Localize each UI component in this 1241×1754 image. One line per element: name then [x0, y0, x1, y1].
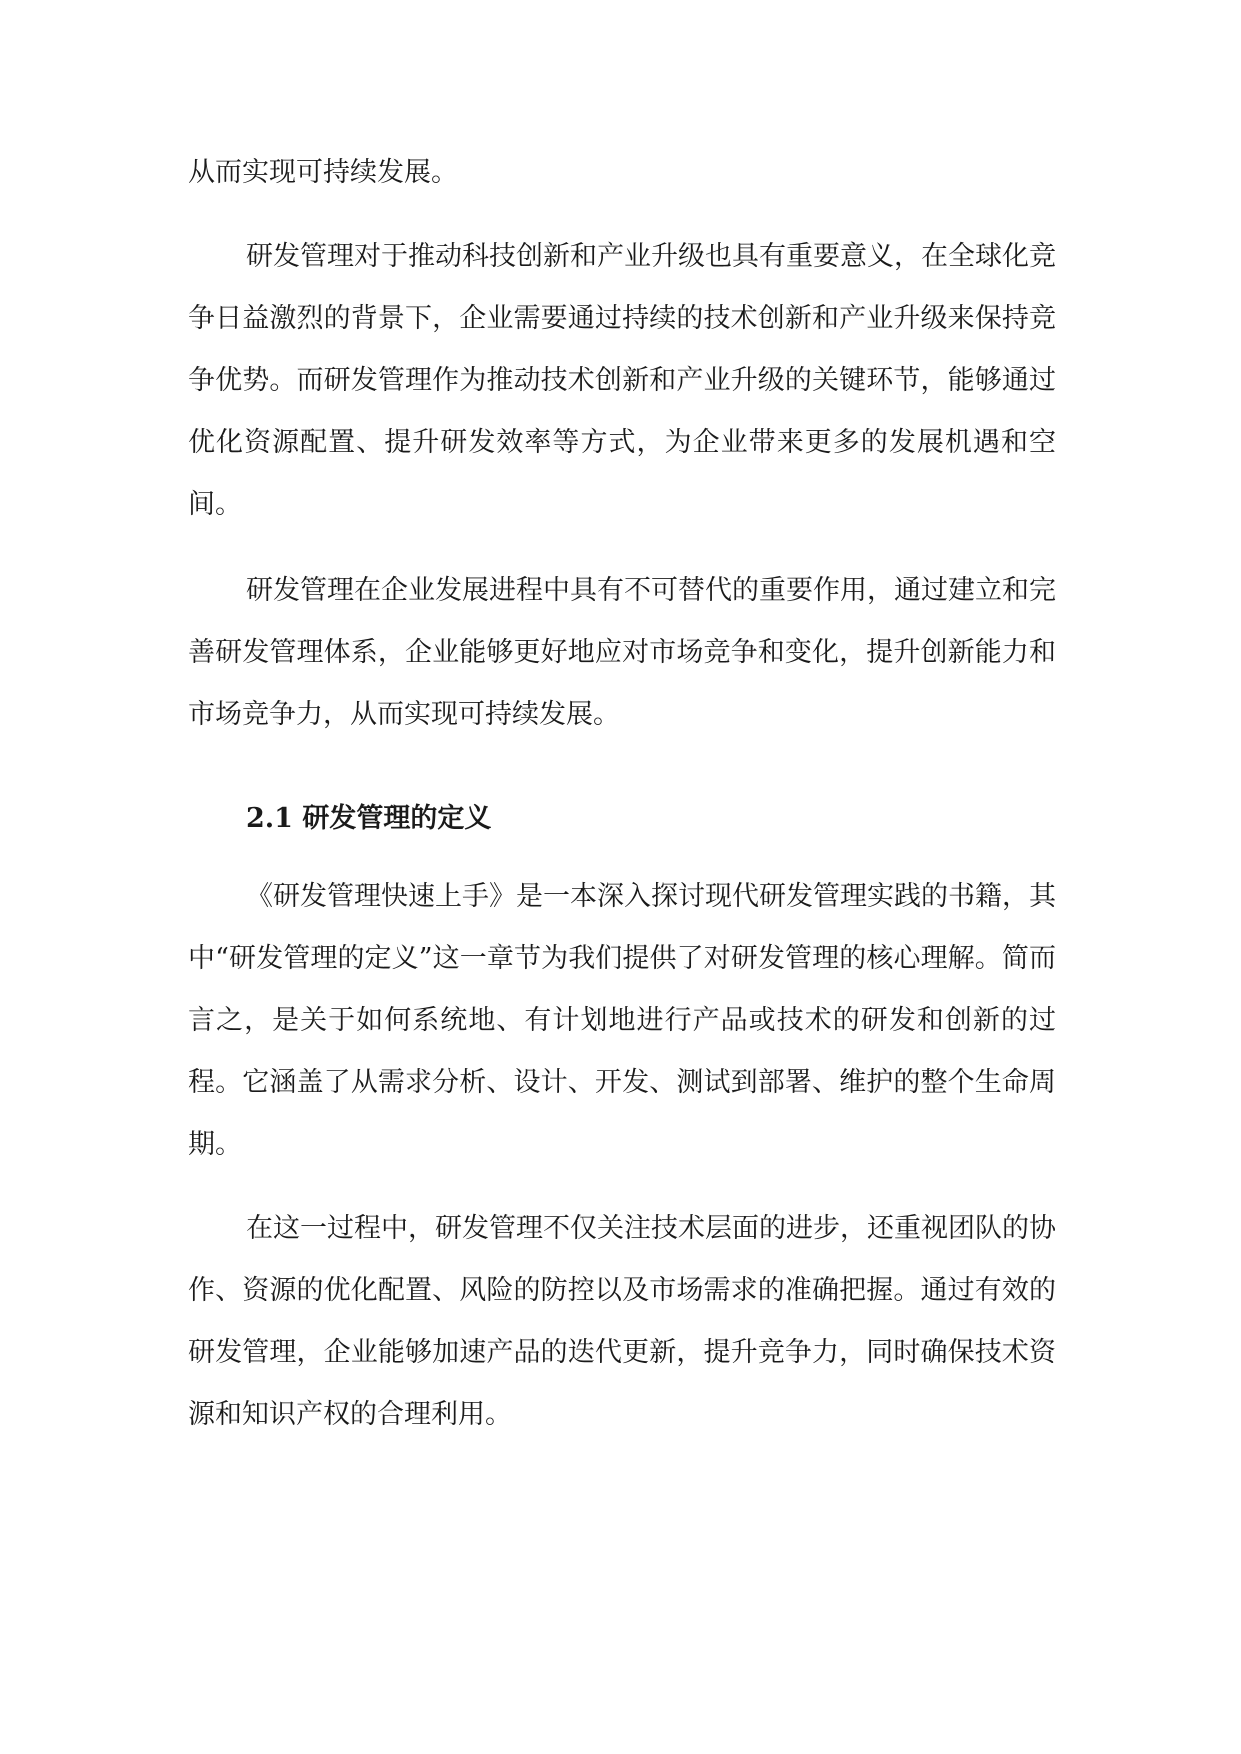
paragraph-rd-process: 在这一过程中，研发管理不仅关注技术层面的进步，还重视团队的协作、资源的优化配置、风险的防控以及市场需求的准确把握。通过有效的研发管理，企业能够加速产品的迭代更新，提升竞争力，同时确保技术资源和知识产权的合理利用。: [188, 1213, 1056, 1430]
paragraph-continuation: 从而实现可持续发展。: [188, 157, 458, 188]
paragraph-rd-significance: 研发管理对于推动科技创新和产业升级也具有重要意义，在全球化竞争日益激烈的背景下，企业需要通过持续的技术创新和产业升级来保持竞争优势。而研发管理作为推动技术创新和产业升级的关键环节，能够通过优化资源配置、提升研发效率等方式，为企业带来更多的发展机遇和空间。: [188, 241, 1056, 520]
document-body: [188, 142, 1056, 1446]
section-heading: 2.1 研发管理的定义: [246, 803, 492, 834]
paragraph-rd-definition: 《研发管理快速上手》是一本深入探讨现代研发管理实践的书籍，其中“研发管理的定义”这一章节为我们提供了对研发管理的核心理解。简而言之，是关于如何系统地、有计划地进行产品或技术的研发和创新的过程。它涵盖了从需求分析、设计、开发、测试到部署、维护的整个生命周期。: [188, 881, 1056, 1160]
paragraph-rd-role: 研发管理在企业发展进程中具有不可替代的重要作用，通过建立和完善研发管理体系，企业能够更好地应对市场竞争和变化，提升创新能力和市场竞争力，从而实现可持续发展。: [188, 575, 1056, 730]
